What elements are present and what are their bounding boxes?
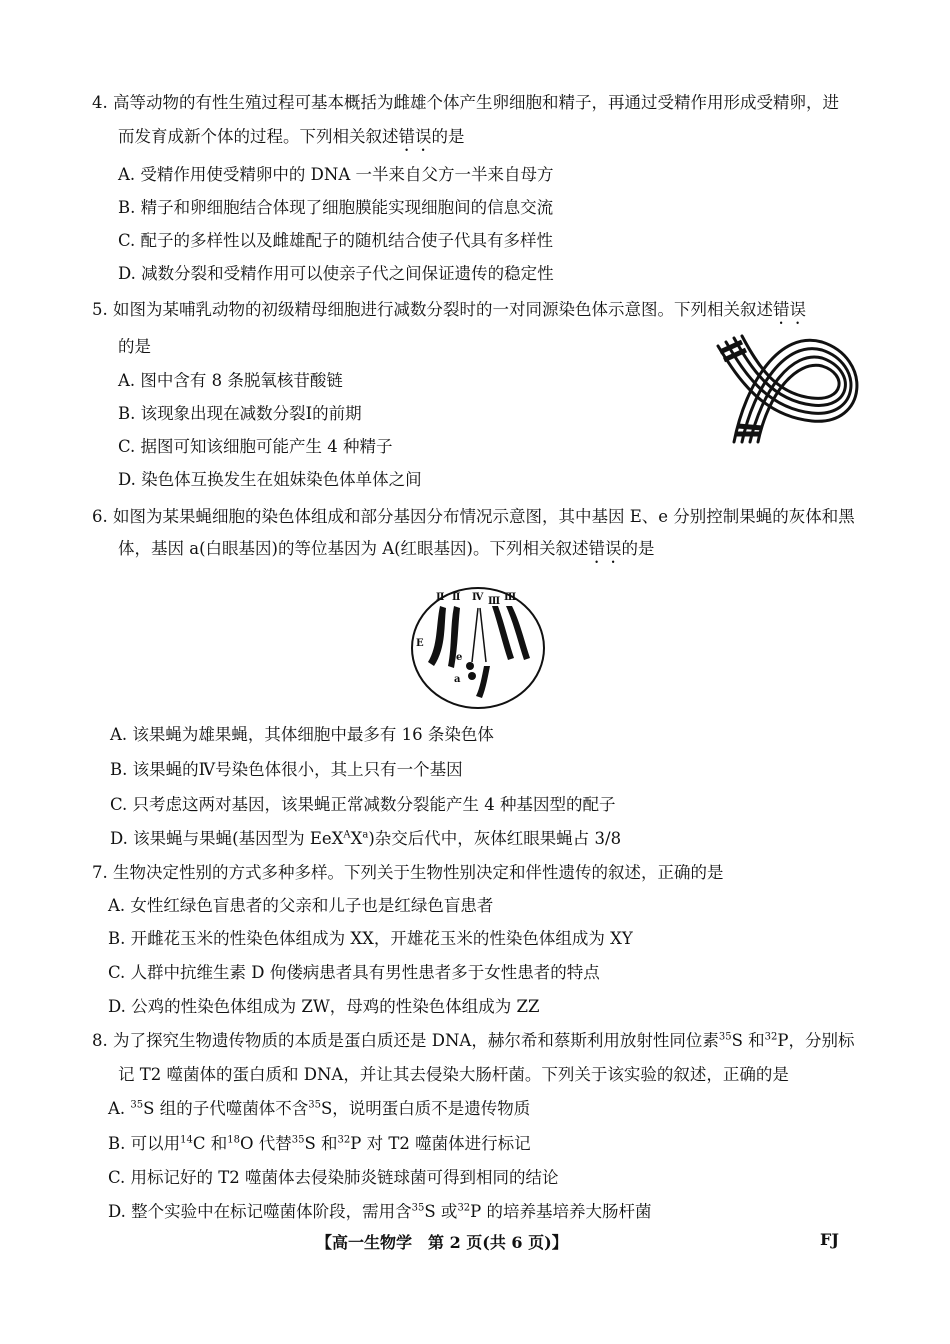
q6-option-c: C. 只考虑这两对基因，该果蝇正常减数分裂能产生 4 种基因型的配子 [110, 795, 616, 814]
q4-option-b: B. 精子和卵细胞结合体现了细胞膜能实现细胞间的信息交流 [118, 198, 554, 217]
label-gene-e: e [456, 652, 463, 663]
q6-option-d: D. 该果蝇与果蝇(基因型为 $EeX^AX^a$)杂交后代中，灰体红眼果蝇占 3/8 [110, 829, 622, 848]
footer-code: FJ [820, 1230, 839, 1249]
q4-option-c: C. 配子的多样性以及雌雄配子的随机结合使子代具有多样性 [118, 231, 554, 250]
q5-emphasis: 错误 [773, 300, 806, 319]
q6-option-b: B. 该果蝇的Ⅳ号染色体很小，其上只有一个基因 [110, 760, 463, 779]
q5-option-a: A. 图中含有 8 条脱氧核苷酸链 [118, 371, 343, 390]
q5-stem-line2: 的是 [118, 337, 151, 356]
q6-stem-line1: 6. 如图为某果蝇细胞的染色体组成和部分基因分布情况示意图，其中基因 E、e 分别控制果蝇的灰体和黑 [92, 507, 855, 526]
q7-option-a: A. 女性红绿色盲患者的父亲和儿子也是红绿色盲患者 [108, 896, 494, 915]
q7-option-d: D. 公鸡的性染色体组成为 ZW，母鸡的性染色体组成为 ZZ [108, 997, 540, 1016]
q8-option-b: B. 可以用$^{14}$C 和$^{18}$O 代替$^{35}$S 和$^{32}$P 对 T2 噬菌体进行标记 [108, 1134, 531, 1153]
label-chr-II-b: Ⅱ [452, 592, 461, 603]
label-gene-E: E [416, 638, 424, 649]
q4-option-a: A. 受精作用使受精卵中的 DNA 一半来自父方一半来自母方 [118, 165, 554, 184]
label-chr-III-b: Ⅲ [504, 592, 517, 603]
q5-stem-line1: 5. 如图为某哺乳动物的初级精母细胞进行减数分裂时的一对同源染色体示意图。下列相关叙述错误 [92, 300, 806, 319]
label-chr-II-a: Ⅱ [436, 592, 445, 603]
homologous-chromosome-figure [712, 330, 862, 450]
q8-option-a: A. $^{35}$S 组的子代噬菌体不含$^{35}$S，说明蛋白质不是遗传物质 [108, 1099, 531, 1118]
q4-option-d: D. 减数分裂和受精作用可以使亲子代之间保证遗传的稳定性 [118, 264, 554, 283]
q7-stem: 7. 生物决定性别的方式多种多样。下列关于生物性别决定和伴性遗传的叙述，正确的是 [92, 863, 724, 882]
page-footer: 【高一生物学 第 2 页(共 6 页)】 [316, 1233, 568, 1252]
q8-option-c: C. 用标记好的 T2 噬菌体去侵染肺炎链球菌可得到相同的结论 [108, 1168, 559, 1187]
q7-option-b: B. 开雌花玉米的性染色体组成为 XX，开雄花玉米的性染色体组成为 XY [108, 929, 633, 948]
q8-stem-line1: 8. 为了探究生物遗传物质的本质是蛋白质还是 DNA，赫尔希和蔡斯利用放射性同位素$^{35}$S 和$^{32}$P，分别标 [92, 1031, 855, 1050]
q5-option-c: C. 据图可知该细胞可能产生 4 种精子 [118, 437, 393, 456]
fruit-fly-chromosome-figure [408, 584, 548, 714]
q5-option-b: B. 该现象出现在减数分裂Ⅰ的前期 [118, 404, 362, 423]
label-chr-IV: Ⅳ [472, 592, 484, 603]
q6-emphasis: 错误 [588, 539, 622, 558]
q4-stem-line1: 4. 高等动物的有性生殖过程可基本概括为雌雄个体产生卵细胞和精子，再通过受精作用形成受精卵，进 [92, 93, 839, 112]
label-chr-III-a: Ⅲ [488, 596, 501, 607]
q4-stem-line2: 而发育成新个体的过程。下列相关叙述错误的是 [118, 127, 465, 146]
q4-emphasis: 错误 [398, 127, 432, 146]
q5-option-d: D. 染色体互换发生在姐妹染色体单体之间 [118, 470, 422, 489]
q8-option-d: D. 整个实验中在标记噬菌体阶段，需用含$^{35}$S 或$^{32}$P 的培养基培养大肠杆菌 [108, 1202, 652, 1221]
q7-option-c: C. 人群中抗维生素 D 佝偻病患者具有男性患者多于女性患者的特点 [108, 963, 600, 982]
q6-option-a: A. 该果蝇为雄果蝇，其体细胞中最多有 16 条染色体 [110, 725, 494, 744]
q6-stem-line2: 体，基因 a(白眼基因)的等位基因为 A(红眼基因)。下列相关叙述错误的是 [118, 539, 655, 558]
label-gene-a: a [454, 674, 461, 685]
q8-stem-line2: 记 T2 噬菌体的蛋白质和 DNA，并让其去侵染大肠杆菌。下列关于该实验的叙述，正确的是 [118, 1065, 789, 1084]
